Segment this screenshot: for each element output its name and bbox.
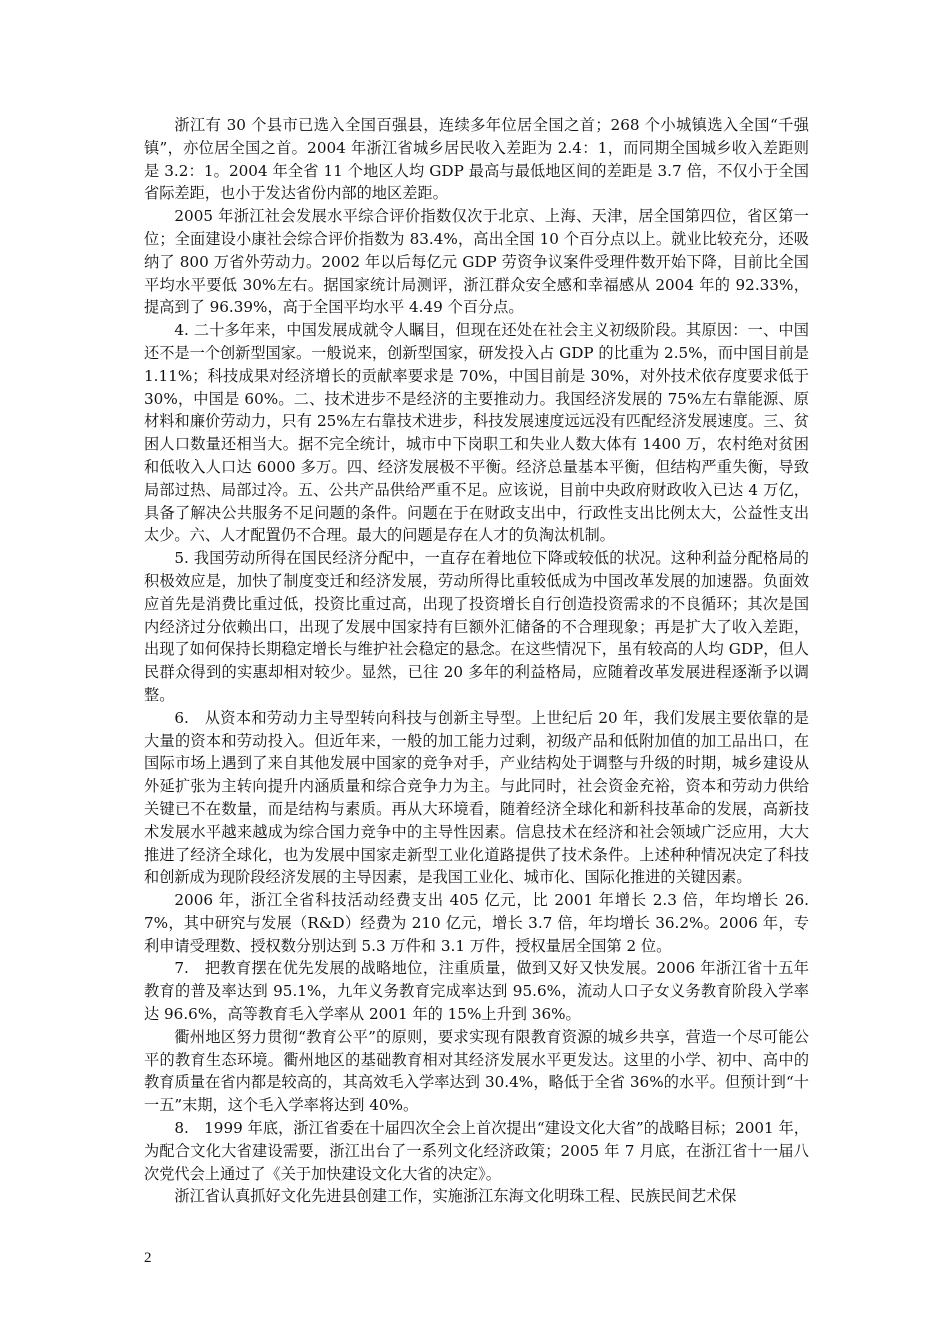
paragraph-quzhou-education: 衢州地区努力贯彻“教育公平”的原则，要求实现有限教育资源的城乡共享，营造一个尽可能公平的教育生态环境。衢州地区的基础教育相对其经济发展水平更发达。这里的小学、初中、高中的教育质量在省内都是较高的，其高效毛入学率达到 30.4%，略低于全省 36%的水平。但预计到“十一五”末期，这个毛入学率将达到 40%。 (144, 1027, 809, 1115)
paragraph-primary-stage-reasons: 4. 二十多年来，中国发展成就令人瞩目，但现在还处在社会主义初级阶段。其原因：一、中国还不是一个创新型国家。一般说来，创新型国家，研发投入占 GDP 的比重为 2.5%，而中国目前是 1.11%；科技成果对经济增长的贡献率要求是 70%，中国目前是 30%，对外技术依存度要求低于 30%，中国是 60%。二、技术进步不是经济的主要推动力。我国经济发展的 75%左右靠能源、原材料和廉价劳动力，只有 25%左右靠技术进步，科技发展速度远远没有匹配经济发展速度。三、贫困人口数量还相当大。据不完全统计，城市中下岗职工和失业人数大体有 1400 万，农村绝对贫困和低收入人口达 6000 多万。四、经济发展极不平衡。经济总量基本平衡，但结构严重失衡，导致局部过热、局部过冷。五、公共产品供给严重不足。应该说，目前中央政府财政收入已达 4 万亿，具备了解决公共服务不足问题的条件。问题在于在财政支出中，行政性支出比例太大，公益性支出太少。六、人才配置仍不合理。最大的问题是存在人才的负淘汰机制。 (144, 321, 809, 545)
paragraph-county-rankings: 浙江有 30 个县市已选入全国百强县，连续多年位居全国之首；268 个小城镇选入全国“千强镇”，亦位居全国之首。2004 年浙江省城乡居民收入差距为 2.4：1，而同期全国城乡收入差距则是 3.2：1。2004 年全省 11 个地区人均 GDP 最高与最低地区间的差距是 3.7 倍，不仅小于全国省际差距，也小于发达省份内部的地区差距。 (144, 116, 809, 203)
paragraph-education-priority: 7. 把教育摆在优先发展的战略地位，注重质量，做到又好又快发展。2006 年浙江省十五年教育的普及率达到 95.1%，九年义务教育完成率达到 95.6%，流动人口子女义务教育阶段入学率达 96.6%，高等教育毛入学率从 2001 年的 15%上升到 36%。 (144, 959, 809, 1024)
paragraph-rd-spending: 2006 年，浙江全省科技活动经费支出 405 亿元，比 2001 年增长 2.3 倍，年均增长 26.7%，其中研究与发展（R&D）经费为 210 亿元，增长 3.7 倍，年均增长 36.2%。2006 年，专利申请受理数、授权数分别达到 5.3 万件和 3.1 万件，授权量居全国第 2 位。 (144, 891, 809, 955)
paragraph-cultural-province: 8. 1999 年底，浙江省委在十届四次全会上首次提出“建设文化大省”的战略目标；2001 年，为配合文化大省建设需要，浙江出台了一系列文化经济政策；2005 年 7 月底，在浙江省十一届八次党代会上通过了《关于加快建设文化大省的决定》。 (144, 1119, 809, 1183)
document-body (144, 114, 809, 1208)
paragraph-innovation-driven-growth: 6. 从资本和劳动力主导型转向科技与创新主导型。上世纪后 20 年，我们发展主要依靠的是大量的资本和劳动投入。但近年来，一般的加工能力过剩，初级产品和低附加值的加工品出口，在国际市场上遇到了来自其他发展中国家的竞争对手，产业结构处于调整与升级的时期，城乡建设从外延扩张为主转向提升内涵质量和综合竞争力为主。与此同时，社会资金充裕，资本和劳动力供给关键已不在数量，而是结构与素质。再从大环境看，随着经济全球化和新科技革命的发展，高新技术发展水平越来越成为综合国力竞争中的主导性因素。信息技术在经济和社会领域广泛应用，大大推进了经济全球化，也为发展中国家走新型工业化道路提供了技术条件。上述种种情况决定了科技和创新成为现阶段经济发展的主导因素，是我国工业化、城市化、国际化推进的关键因素。 (144, 708, 809, 887)
paragraph-labor-income-share: 5. 我国劳动所得在国民经济分配中，一直存在着地位下降或较低的状况。这种利益分配格局的积极效应是，加快了制度变迁和经济发展，劳动所得比重较低成为中国改革发展的加速器。负面效应首先是消费比重过低，投资比重过高，出现了投资增长自行创造投资需求的不良循环；其次是国内经济过分依赖出口，出现了发展中国家持有巨额外汇储备的不合理现象；再是扩大了收入差距，出现了如何保持长期稳定增长与维护社会稳定的悬念。在这些情况下，虽有较高的人均 GDP，但人民群众得到的实惠却相对较少。显然，已往 20 多年的利益格局，应随着改革发展进程逐渐予以调整。 (144, 549, 809, 704)
paragraph-cultural-counties: 浙江省认真抓好文化先进县创建工作，实施浙江东海文化明珠工程、民族民间艺术保 (174, 1187, 737, 1206)
paragraph-social-development-index: 2005 年浙江社会发展水平综合评价指数仅次于北京、上海、天津，居全国第四位，省区第一位；全面建设小康社会综合评价指数为 83.4%，高出全国 10 个百分点以上。就业比较充分，还吸纳了 800 万省外劳动力。2002 年以后每亿元 GDP 劳资争议案件受理件数开始下降，目前比全国平均水平要低 30%左右。据国家统计局测评，浙江群众安全感和幸福感从 2004 年的 92.33%，提高到了 96.39%，高于全国平均水平 4.49 个百分点。 (144, 207, 809, 317)
page-number: 2 (144, 1250, 152, 1266)
